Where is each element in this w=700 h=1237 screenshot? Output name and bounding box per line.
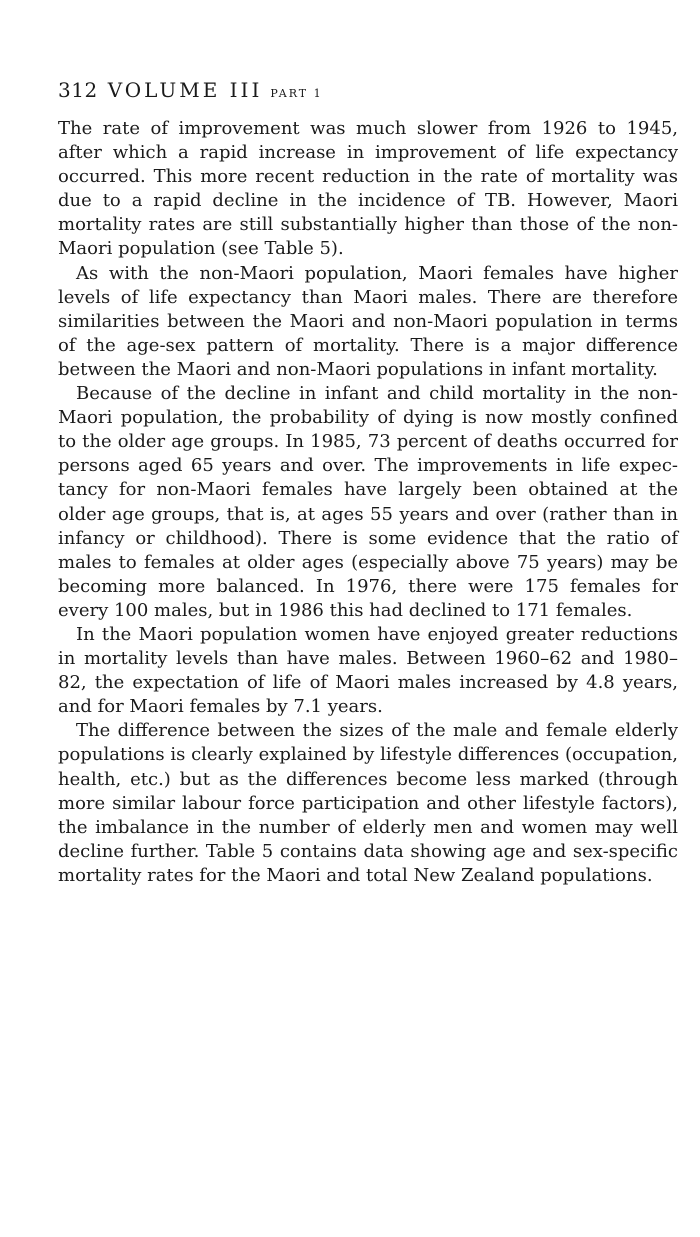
body-text <box>58 117 678 888</box>
page-number: 312 <box>58 78 98 102</box>
paragraph-4: In the Maori population women have enjoyed greater reductions in mortality levels than have males. Between 1960–62 and 1980–82, the expectation of life of Maori males increased by 4.8 years, and for Maori females by 7.1 years. <box>58 623 678 718</box>
paragraph-3: Because of the decline in infant and child mortality in the non-Maori population, the probability of dying is now mostly confined to the older age groups. In 1985, 73 percent of deaths occurred for persons aged 65 years and over. The improvements in life expectancy for non-Maori females have largely been obtained at the older age groups, that is, at ages 55 years and over (rather than in infancy or childhood). There is some evidence that the ratio of males to females at older ages (especially above 75 years) may be becoming more balanced. In 1976, there were 175 females for every 100 males, but in 1986 this had declined to 171 females. <box>58 383 678 621</box>
paragraph-2: As with the non-Maori population, Maori females have higher levels of life expectancy than Maori males. There are therefore similarities between the Maori and non-Maori population in terms of the age-sex pattern of mortality. There is a major difference between the Maori and non-Maori populations in infant mortality. <box>58 262 678 380</box>
paragraph-1: The rate of improvement was much slower from 1926 to 1945, after which a rapid increase in improvement of life expectancy occurred. This more recent reduction in the rate of mortality was due to a rapid decline in the incidence of TB. However, Maori mortality rates are still substantially higher than those of the non-Maori population (see Table 5). <box>58 118 678 260</box>
part-label: PART 1 <box>270 87 323 100</box>
volume-label: VOLUME III <box>107 78 263 102</box>
paragraph-5: The difference between the sizes of the male and female elderly populations is clearly explained by lifestyle differences (occupation, health, etc.) but as the differences become less marked (through more similar labour force participation and other lifestyle factors), the imbalance in the number of elderly men and women may well decline further. Table 5 contains data showing age and sex-specific mortality rates for the Maori and total New Zealand populations. <box>58 720 678 886</box>
running-head <box>58 78 323 102</box>
